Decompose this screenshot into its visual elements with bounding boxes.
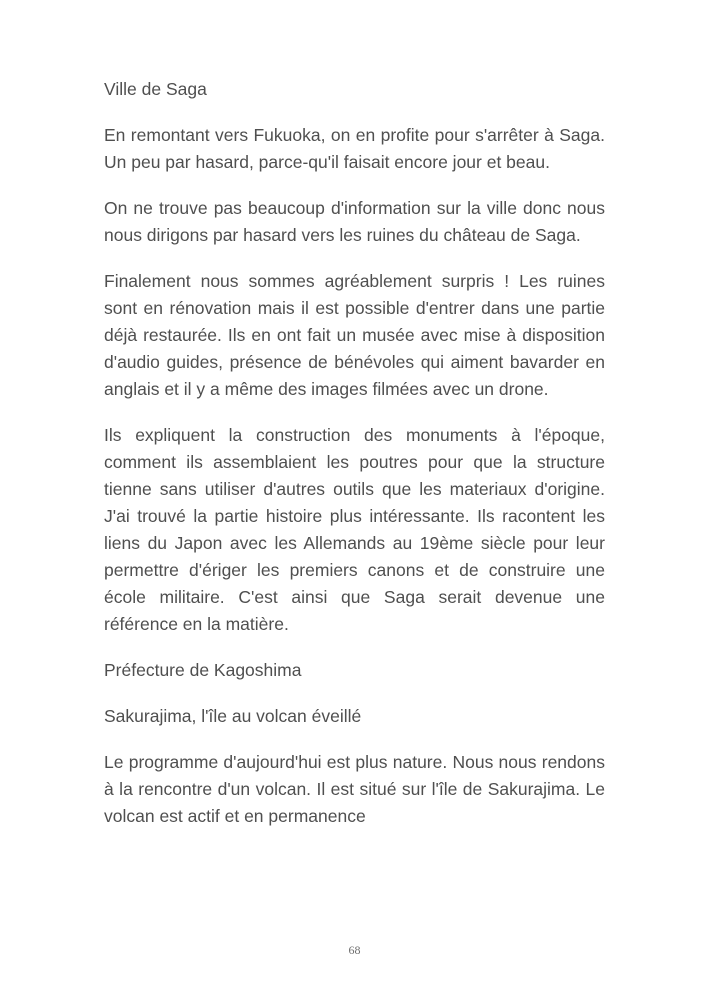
section-heading: Sakurajima, l'île au volcan éveillé [104, 706, 362, 726]
paragraph: Finalement nous sommes agréablement surpris ! Les ruines sont en rénovation mais il est possible d'entrer dans une partie déjà restaurée. Ils en ont fait un musée avec mise à disposition d'audio guides, présence de bénévoles qui aiment bavarder en anglais et il y a même des images filmées avec un drone. [104, 271, 605, 399]
paragraph: Le programme d'aujourd'hui est plus nature. Nous nous rendons à la rencontre d'un volcan. Il est situé sur l'île de Sakurajima. Le volcan est actif et en permanence [104, 752, 605, 826]
paragraph: Ils expliquent la construction des monuments à l'époque, comment ils assemblaient les poutres pour que la structure tienne sans utiliser d'autres outils que les materiaux d'origine. J'ai trouvé la partie histoire plus intéressante. Ils racontent les liens du Japon avec les Allemands au 19ème siècle pour leur permettre d'ériger les premiers canons et de construire une école militaire. C'est ainsi que Saga serait devenue une référence en la matière. [104, 425, 605, 634]
section-heading: Ville de Saga [104, 79, 207, 99]
paragraph: On ne trouve pas beaucoup d'information sur la ville donc nous nous dirigons par hasard vers les ruines du château de Saga. [104, 198, 605, 245]
section-heading: Préfecture de Kagoshima [104, 660, 302, 680]
page-content [104, 76, 605, 849]
paragraph: En remontant vers Fukuoka, on en profite pour s'arrêter à Saga. Un peu par hasard, parce-qu'il faisait encore jour et beau. [104, 125, 605, 172]
page-number: 68 [348, 943, 361, 957]
